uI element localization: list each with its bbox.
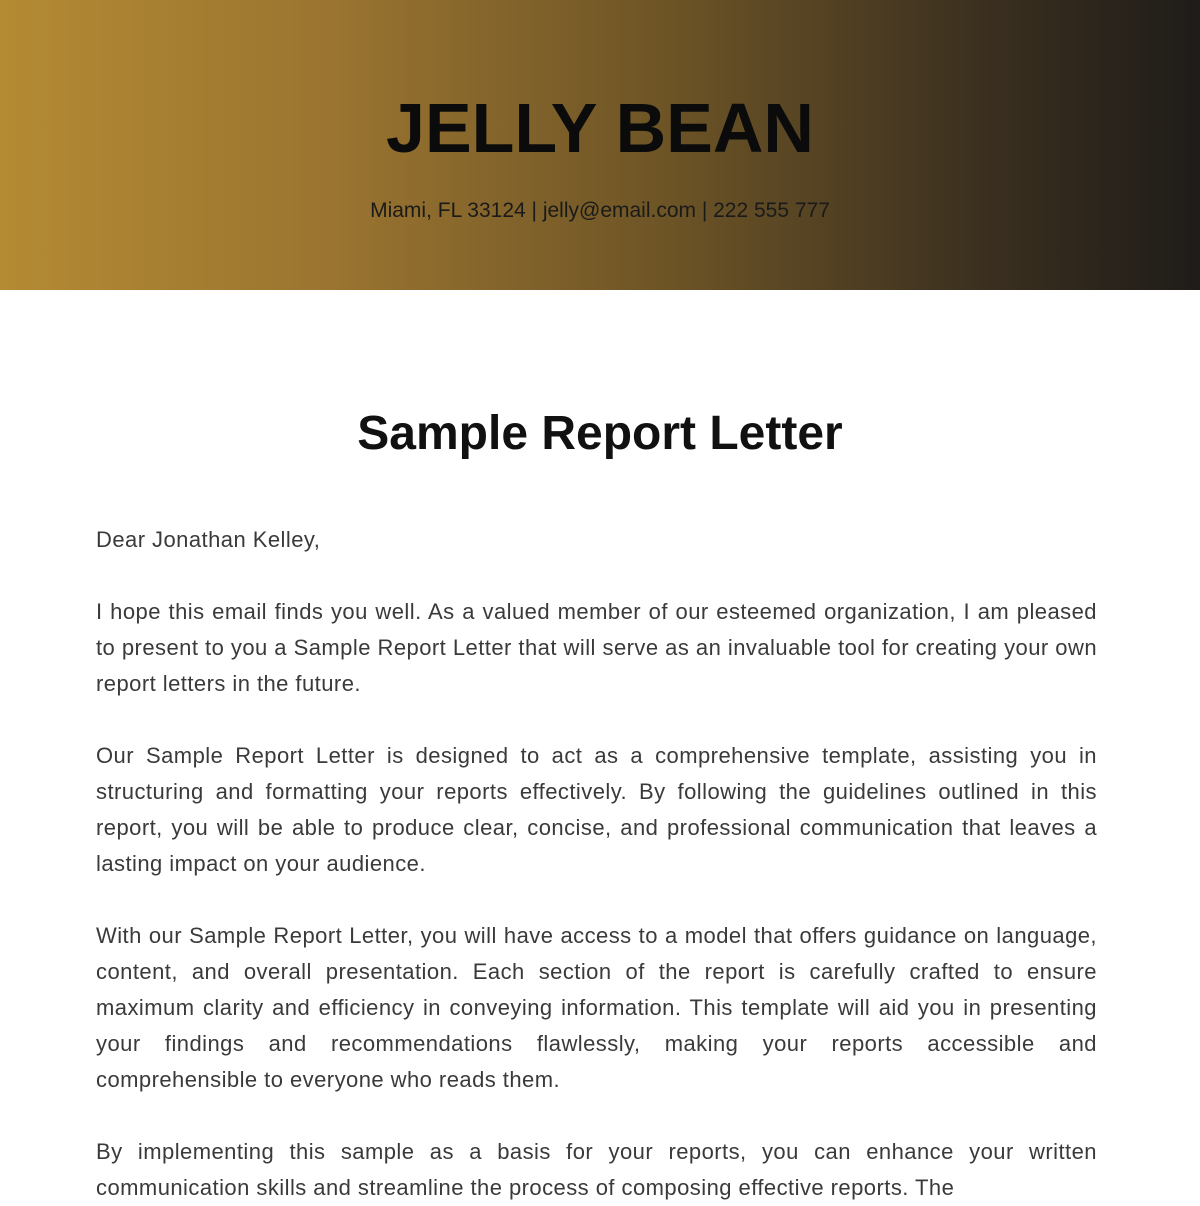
- letter-paragraph-1: I hope this email finds you well. As a valued member of our esteemed organization, I am pleased to present to you a Sample Report Letter that will serve as an invaluable tool for creating your own report letters in the future.: [96, 599, 1097, 696]
- sender-contact-info: Miami, FL 33124 | jelly@email.com | 222 555 777: [370, 199, 830, 222]
- letterhead-banner: [0, 0, 1200, 290]
- letter-greeting: Dear Jonathan Kelley,: [96, 527, 321, 552]
- letter-paragraph-2: Our Sample Report Letter is designed to act as a comprehensive template, assisting you in structuring and formatting your reports effectively. By following the guidelines outlined in this report, you will be able to produce clear, concise, and professional communication that leaves a lasting impact on your audience.: [96, 743, 1097, 876]
- letter-paragraph-4: By implementing this sample as a basis for your reports, you can enhance your written communication skills and streamline the process of composing effective reports. The: [96, 1139, 1097, 1200]
- letter-paragraph-3: With our Sample Report Letter, you will have access to a model that offers guidance on language, content, and overall presentation. Each section of the report is carefully crafted to ensure maximum clarity and efficiency in conveying information. This template will aid you in presenting your findings and recommendations flawlessly, making your reports accessible and comprehensible to everyone who reads them.: [96, 923, 1097, 1092]
- document-title: Sample Report Letter: [357, 407, 843, 460]
- sender-name: JELLY BEAN: [386, 89, 814, 167]
